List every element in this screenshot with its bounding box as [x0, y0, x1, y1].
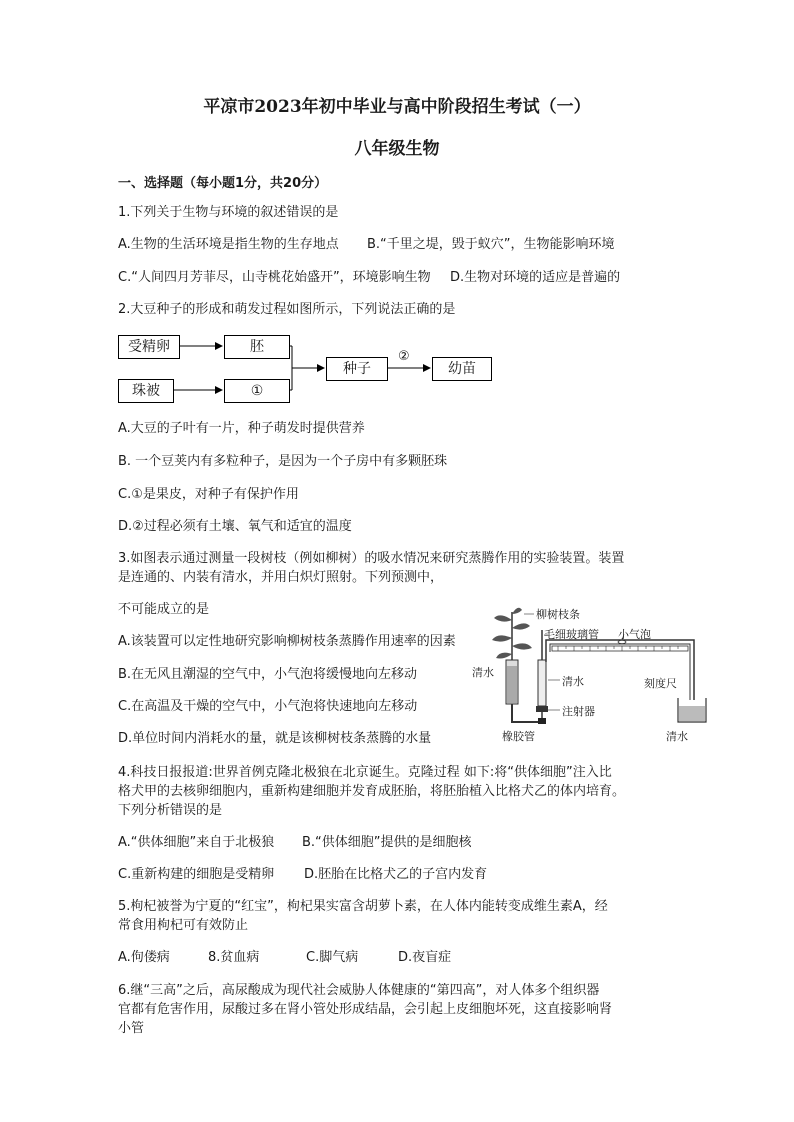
box-integument: 珠被 [118, 379, 174, 403]
label-syringe: 注射器 [562, 705, 595, 718]
q6-stem-line-2: 官都有危害作用，尿酸过多在肾小管处形成结晶，会引起上皮细胞坏死，这直接影响肾 [118, 1002, 613, 1017]
q4-stem-line-2: 格犬甲的去核卵细胞内，重新构建细胞并发育成胚胎，将胚胎植入比格犬乙的体内培育。 [118, 784, 626, 799]
q3-option-b: B.在无风且潮湿的空气中，小气泡将缓慢地向左移动 [118, 667, 418, 682]
q5-option-c: C.脚气病 [306, 950, 359, 965]
q6-stem-line-3: 小管 [118, 1021, 145, 1036]
q2-option-a: A.大豆的子叶有一片，种子萌发时提供营养 [118, 421, 365, 436]
q3-stem-line-3: 不可能成立的是 [118, 602, 210, 617]
q2-option-b: B. 一个豆荚内有多粒种子，是因为一个子房中有多颗胚珠 [118, 454, 448, 469]
box-seedling: 幼苗 [432, 357, 492, 381]
q5-stem-line-2: 常食用枸杞可有效防止 [118, 918, 249, 933]
label-capillary: 毛细玻璃管 [544, 628, 599, 641]
q3-apparatus-figure [472, 600, 712, 750]
box-blank-1: ① [224, 379, 290, 403]
q4-stem-line-1: 4.科技日报报道:世界首例克隆北极狼在北京诞生。克隆过程 如下:将“供体细胞”注入比 [118, 765, 612, 780]
q3-stem-line-2: 是连通的、内装有清水，并用白炽灯照射。下列预测中， [118, 570, 444, 585]
q5-option-d: D.夜盲症 [398, 950, 452, 965]
label-water-left: 清水 [472, 666, 494, 679]
q4-option-b: B.“供体细胞”提供的是细胞核 [302, 835, 472, 850]
q1-stem: 1.下列关于生物与环境的叙述错误的是 [118, 205, 339, 220]
exam-subtitle: 八年级生物 [354, 139, 440, 159]
q1-option-c: C.“人间四月芳菲尽，山寺桃花始盛开”，环境影响生物 [118, 270, 431, 285]
label-blank-2: ② [398, 349, 410, 364]
label-ruler: 刻度尺 [644, 677, 677, 690]
q3-stem-line-1: 3.如图表示通过测量一段树枝（例如柳树）的吸水情况来研究蒸腾作用的实验装置。装置 [118, 551, 625, 566]
q4-option-a: A.“供体细胞”来自于北极狼 [118, 835, 275, 850]
label-rubber-tube: 橡胶管 [502, 730, 535, 743]
exam-title: 平凉市2023年初中毕业与高中阶段招生考试（一） [203, 97, 591, 117]
q1-option-b: B.“千里之堤，毁于蚁穴”，生物能影响环境 [367, 237, 615, 252]
label-branch: 柳树枝条 [536, 608, 580, 621]
q3-option-a: A.该装置可以定性地研究影响柳树枝条蒸腾作用速率的因素 [118, 634, 456, 649]
q1-option-d: D.生物对环境的适应是普遍的 [450, 270, 621, 285]
q3-option-c: C.在高温及干燥的空气中，小气泡将快速地向左移动 [118, 699, 418, 714]
section-heading: 一、选择题（每小题1分，共20分） [118, 176, 328, 191]
q4-stem-line-3: 下列分析错误的是 [118, 803, 223, 818]
q2-option-d: D.②过程必须有土壤、氧气和适宜的温度 [118, 519, 352, 534]
q5-option-a: A.佝偻病 [118, 950, 170, 965]
q6-stem-line-1: 6.继“三高”之后，高尿酸成为现代社会威胁人体健康的“第四高”，对人体多个组织器 [118, 983, 600, 998]
label-water-mid: 清水 [562, 675, 584, 688]
q5-stem-line-1: 5.枸杞被誉为宁夏的“红宝”，枸杞果实富含胡萝卜素，在人体内能转变成维生素A，经 [118, 899, 608, 914]
q3-option-d: D.单位时间内消耗水的量，就是该柳树枝条蒸腾的水量 [118, 731, 432, 746]
q1-option-a: A.生物的生活环境是指生物的生存地点 [118, 237, 339, 252]
label-bubble: 小气泡 [618, 628, 651, 641]
q4-option-c: C.重新构建的细胞是受精卵 [118, 867, 275, 882]
q5-option-b: 8.贫血病 [208, 950, 260, 965]
box-embryo: 胚 [224, 335, 290, 359]
label-water-right: 清水 [666, 730, 688, 743]
q2-stem: 2.大豆种子的形成和萌发过程如图所示，下列说法正确的是 [118, 302, 456, 317]
box-seed: 种子 [326, 357, 388, 381]
q2-flow-diagram [118, 332, 498, 406]
box-fertilized-egg: 受精卵 [118, 335, 180, 359]
q2-option-c: C.①是果皮，对种子有保护作用 [118, 487, 299, 502]
q4-option-d: D.胚胎在比格犬乙的子宫内发育 [304, 867, 488, 882]
